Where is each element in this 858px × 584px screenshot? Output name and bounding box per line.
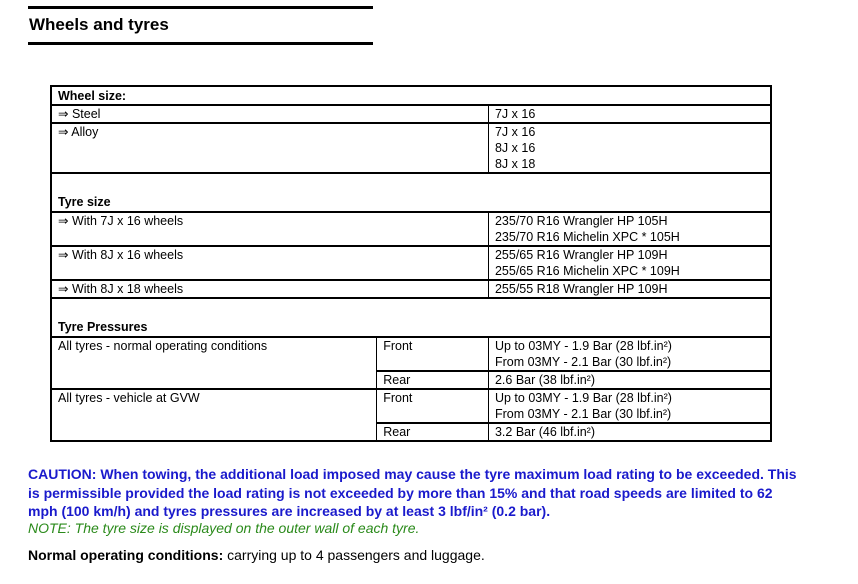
pressure-gvw-front-values [488, 389, 771, 423]
wheel-alloy-label: ⇒ Alloy [51, 123, 488, 173]
wheel-steel-value: 7J x 16 [494, 107, 536, 121]
normal-conditions-label: Normal operating conditions: [28, 547, 224, 563]
pressure-value: From 03MY - 2.1 Bar (30 lbf.in²) [494, 355, 672, 369]
pressure-gvw-rear-value: 3.2 Bar (46 lbf.in²) [488, 423, 771, 441]
tyre-size-value: 235/70 R16 Michelin XPC * 105H [494, 230, 680, 244]
wheel-alloy-value: 7J x 16 [494, 125, 536, 139]
tyre-size-value: 255/65 R16 Michelin XPC * 109H [494, 264, 680, 278]
wheel-alloy-value: 8J x 16 [494, 141, 536, 155]
title-bottom-rule [28, 42, 373, 45]
tyre-8j16-label: ⇒ With 8J x 16 wheels [51, 246, 488, 280]
title-top-rule [28, 6, 373, 9]
pressure-normal-rear-value: 2.6 Bar (38 lbf.in²) [488, 371, 771, 389]
wheel-alloy-values [488, 123, 771, 173]
tyre-7j16-values [488, 212, 771, 246]
tyre-8j18-label: ⇒ With 8J x 18 wheels [51, 280, 488, 298]
table-row [51, 246, 771, 280]
tyre-7j16-label: ⇒ With 7J x 16 wheels [51, 212, 488, 246]
tyre-8j18-values [488, 280, 771, 298]
specifications-table [50, 85, 772, 442]
wheel-alloy-value: 8J x 18 [494, 157, 536, 171]
table-row [51, 389, 771, 423]
wheel-size-heading: Wheel size: [58, 89, 127, 103]
pressure-gvw-front-label: Front [377, 389, 489, 423]
pressure-normal-front-label: Front [377, 337, 489, 371]
tyre-size-heading: Tyre size [58, 195, 111, 209]
tyre-size-value: 255/55 R18 Wrangler HP 109H [494, 282, 668, 296]
tyre-8j16-values [488, 246, 771, 280]
pressure-normal-rear-label: Rear [377, 371, 489, 389]
wheel-steel-values [488, 105, 771, 123]
tyre-pressures-heading: Tyre Pressures [58, 320, 148, 334]
page-title: Wheels and tyres [29, 15, 169, 34]
pressure-normal-front-values [488, 337, 771, 371]
tyre-size-value: 235/70 R16 Wrangler HP 105H [494, 214, 668, 228]
tyre-size-value: 255/65 R16 Wrangler HP 109H [494, 248, 668, 262]
wheel-steel-label: ⇒ Steel [51, 105, 488, 123]
caution-text: CAUTION: When towing, the additional load imposed may cause the tyre maximum load rating to be exceeded. This is permissible provided the load rating is not exceeded by more than 15% and that road speeds are limited to 62 mph (100 km/h) and tyres pressures are increased by at least 3 lbf/in² (0.2 bar). [28, 466, 797, 519]
normal-conditions-text [28, 547, 485, 563]
pressure-normal-label: All tyres - normal operating conditions [51, 337, 377, 389]
table-row [51, 123, 771, 173]
normal-conditions-description: carrying up to 4 passengers and luggage. [223, 547, 485, 563]
table-row [51, 212, 771, 246]
pressure-value: From 03MY - 2.1 Bar (30 lbf.in²) [494, 407, 672, 421]
pressure-value: Up to 03MY - 1.9 Bar (28 lbf.in²) [494, 391, 672, 405]
pressure-value: Up to 03MY - 1.9 Bar (28 lbf.in²) [494, 339, 672, 353]
pressure-gvw-label: All tyres - vehicle at GVW [51, 389, 377, 441]
note-text: NOTE: The tyre size is displayed on the outer wall of each tyre. [28, 520, 420, 536]
table-row [51, 105, 771, 123]
table-row [51, 280, 771, 298]
table-row [51, 337, 771, 371]
pressure-gvw-rear-label: Rear [377, 423, 489, 441]
